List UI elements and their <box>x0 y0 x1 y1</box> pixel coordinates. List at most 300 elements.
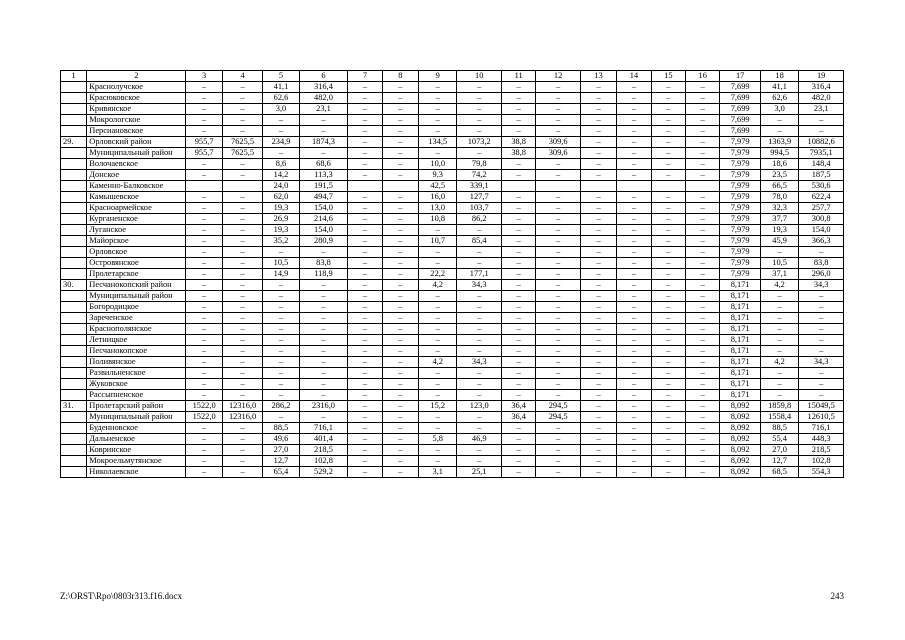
value-cell: – <box>651 346 685 357</box>
value-cell: – <box>222 423 262 434</box>
value-cell: – <box>186 434 222 445</box>
value-cell: – <box>186 335 222 346</box>
value-cell: – <box>799 247 844 258</box>
value-cell: – <box>419 390 457 401</box>
value-cell: – <box>686 291 720 302</box>
value-cell: – <box>536 236 581 247</box>
value-cell: – <box>263 148 299 159</box>
value-cell: – <box>501 445 535 456</box>
value-cell: 9,3 <box>419 170 457 181</box>
column-header: 2 <box>87 71 186 82</box>
value-cell: – <box>580 467 616 478</box>
value-cell: – <box>457 335 502 346</box>
value-cell: – <box>457 379 502 390</box>
value-cell: – <box>299 412 348 423</box>
value-cell: – <box>651 236 685 247</box>
value-cell: – <box>580 324 616 335</box>
table-row <box>61 291 844 302</box>
value-cell <box>617 181 651 192</box>
value-cell: – <box>419 291 457 302</box>
value-cell: 113,3 <box>299 170 348 181</box>
value-cell: 530,6 <box>799 181 844 192</box>
value-cell: 32,3 <box>760 203 798 214</box>
value-cell: 1522,0 <box>186 412 222 423</box>
table-row <box>61 159 844 170</box>
value-cell: – <box>348 456 382 467</box>
value-cell: – <box>580 126 616 137</box>
value-cell: – <box>580 82 616 93</box>
value-cell: 7935,1 <box>799 148 844 159</box>
value-cell: 118,9 <box>299 269 348 280</box>
value-cell: 8,171 <box>720 291 760 302</box>
value-cell: – <box>263 346 299 357</box>
value-cell: – <box>686 126 720 137</box>
row-name-cell: Орловское <box>87 247 186 258</box>
value-cell: – <box>299 115 348 126</box>
value-cell: – <box>382 126 418 137</box>
value-cell: 68,6 <box>299 159 348 170</box>
value-cell: – <box>419 115 457 126</box>
value-cell: 7,979 <box>720 269 760 280</box>
value-cell: 23,1 <box>799 104 844 115</box>
value-cell: – <box>501 390 535 401</box>
value-cell: – <box>686 423 720 434</box>
value-cell: 5,8 <box>419 434 457 445</box>
value-cell: – <box>186 390 222 401</box>
value-cell: – <box>263 335 299 346</box>
value-cell: 36,4 <box>501 412 535 423</box>
table-row <box>61 93 844 104</box>
table-body <box>61 82 844 478</box>
row-index-cell <box>61 82 87 93</box>
value-cell: – <box>651 368 685 379</box>
value-cell: – <box>382 104 418 115</box>
value-cell: – <box>348 313 382 324</box>
value-cell: – <box>617 214 651 225</box>
value-cell: 8,092 <box>720 467 760 478</box>
value-cell: – <box>651 280 685 291</box>
value-cell: – <box>651 104 685 115</box>
value-cell: – <box>536 82 581 93</box>
row-index-cell <box>61 390 87 401</box>
value-cell: – <box>580 203 616 214</box>
value-cell: – <box>222 236 262 247</box>
value-cell: – <box>382 401 418 412</box>
value-cell: 4,2 <box>760 357 798 368</box>
row-index-cell <box>61 159 87 170</box>
value-cell: – <box>536 390 581 401</box>
value-cell: – <box>686 258 720 269</box>
row-name-cell: Красноармейское <box>87 203 186 214</box>
table-row <box>61 247 844 258</box>
value-cell: – <box>299 126 348 137</box>
row-index-cell <box>61 379 87 390</box>
value-cell: – <box>419 445 457 456</box>
value-cell: 3,1 <box>419 467 457 478</box>
row-name-cell: Орловский район <box>87 137 186 148</box>
row-name-cell: Мокроельмутянское <box>87 456 186 467</box>
value-cell: – <box>382 467 418 478</box>
value-cell: – <box>501 104 535 115</box>
value-cell <box>686 181 720 192</box>
value-cell: – <box>186 159 222 170</box>
value-cell: – <box>299 148 348 159</box>
value-cell: 12,7 <box>263 456 299 467</box>
value-cell: 34,3 <box>799 280 844 291</box>
row-name-cell: Персиановское <box>87 126 186 137</box>
value-cell: – <box>348 203 382 214</box>
value-cell: 8,171 <box>720 357 760 368</box>
value-cell: 7,979 <box>720 258 760 269</box>
value-cell: 45,9 <box>760 236 798 247</box>
value-cell: – <box>501 82 535 93</box>
row-name-cell: Муниципальный район <box>87 291 186 302</box>
value-cell: – <box>419 368 457 379</box>
row-index-cell <box>61 181 87 192</box>
value-cell: – <box>299 313 348 324</box>
value-cell <box>222 181 262 192</box>
value-cell: – <box>263 368 299 379</box>
value-cell: 234,9 <box>263 137 299 148</box>
value-cell: – <box>222 324 262 335</box>
value-cell: – <box>419 346 457 357</box>
row-index-cell <box>61 412 87 423</box>
value-cell: – <box>382 280 418 291</box>
row-name-cell: Развильненское <box>87 368 186 379</box>
row-name-cell: Буденновское <box>87 423 186 434</box>
value-cell: – <box>617 456 651 467</box>
value-cell: – <box>222 126 262 137</box>
value-cell: 16,0 <box>419 192 457 203</box>
column-header: 1 <box>61 71 87 82</box>
value-cell: – <box>222 313 262 324</box>
row-name-cell: Богородицкое <box>87 302 186 313</box>
row-index-cell <box>61 126 87 137</box>
value-cell: – <box>686 247 720 258</box>
value-cell: – <box>760 291 798 302</box>
value-cell: 79,8 <box>457 159 502 170</box>
value-cell: – <box>651 335 685 346</box>
value-cell: – <box>382 390 418 401</box>
value-cell: – <box>222 258 262 269</box>
value-cell: 4,2 <box>760 280 798 291</box>
value-cell: – <box>348 412 382 423</box>
value-cell: – <box>536 456 581 467</box>
value-cell: – <box>580 335 616 346</box>
value-cell: 296,0 <box>799 269 844 280</box>
value-cell: 7,699 <box>720 82 760 93</box>
value-cell: – <box>348 126 382 137</box>
value-cell: 1522,0 <box>186 401 222 412</box>
value-cell: 41,1 <box>263 82 299 93</box>
column-header: 9 <box>419 71 457 82</box>
value-cell: 1558,4 <box>760 412 798 423</box>
value-cell: – <box>299 335 348 346</box>
value-cell: – <box>501 335 535 346</box>
value-cell: 8,092 <box>720 423 760 434</box>
value-cell: – <box>799 302 844 313</box>
column-header: 5 <box>263 71 299 82</box>
value-cell: – <box>348 280 382 291</box>
value-cell: – <box>686 137 720 148</box>
value-cell: 339,1 <box>457 181 502 192</box>
row-name-cell: Муниципальный район <box>87 148 186 159</box>
value-cell: – <box>382 269 418 280</box>
value-cell: – <box>348 214 382 225</box>
value-cell: – <box>536 302 581 313</box>
row-index-cell <box>61 236 87 247</box>
value-cell: – <box>419 258 457 269</box>
value-cell: – <box>580 269 616 280</box>
row-index-cell: 29. <box>61 137 87 148</box>
value-cell: – <box>222 467 262 478</box>
value-cell <box>580 181 616 192</box>
value-cell: – <box>457 82 502 93</box>
table-row <box>61 357 844 368</box>
value-cell: – <box>580 214 616 225</box>
value-cell: – <box>580 434 616 445</box>
value-cell: – <box>263 357 299 368</box>
table-row <box>61 390 844 401</box>
document-page <box>60 70 844 478</box>
value-cell: – <box>580 313 616 324</box>
value-cell: – <box>536 247 581 258</box>
value-cell: 19,3 <box>263 225 299 236</box>
value-cell: – <box>580 456 616 467</box>
value-cell: 257,7 <box>799 203 844 214</box>
value-cell: 482,0 <box>799 93 844 104</box>
value-cell: – <box>348 137 382 148</box>
value-cell: – <box>348 148 382 159</box>
table-row <box>61 170 844 181</box>
row-index-cell <box>61 214 87 225</box>
value-cell: 529,2 <box>299 467 348 478</box>
value-cell: – <box>686 313 720 324</box>
value-cell: 309,6 <box>536 137 581 148</box>
value-cell: – <box>501 379 535 390</box>
value-cell: – <box>617 115 651 126</box>
value-cell: – <box>799 126 844 137</box>
row-index-cell <box>61 269 87 280</box>
value-cell: – <box>222 291 262 302</box>
value-cell: – <box>186 225 222 236</box>
value-cell: – <box>536 467 581 478</box>
value-cell: – <box>536 203 581 214</box>
value-cell: – <box>651 379 685 390</box>
value-cell: – <box>651 467 685 478</box>
value-cell: – <box>536 170 581 181</box>
row-name-cell: Жуковское <box>87 379 186 390</box>
value-cell: 103,7 <box>457 203 502 214</box>
value-cell: – <box>651 412 685 423</box>
value-cell: – <box>760 368 798 379</box>
table-row <box>61 313 844 324</box>
value-cell: – <box>651 324 685 335</box>
row-index-cell <box>61 104 87 115</box>
row-index-cell <box>61 368 87 379</box>
value-cell: – <box>536 313 581 324</box>
value-cell: – <box>222 357 262 368</box>
value-cell: – <box>580 104 616 115</box>
value-cell: 36,4 <box>501 401 535 412</box>
value-cell: – <box>419 412 457 423</box>
table-row <box>61 214 844 225</box>
row-index-cell <box>61 225 87 236</box>
value-cell: – <box>686 93 720 104</box>
value-cell: – <box>348 258 382 269</box>
value-cell: 41,1 <box>760 82 798 93</box>
value-cell: – <box>617 93 651 104</box>
value-cell: – <box>617 313 651 324</box>
value-cell: – <box>382 379 418 390</box>
column-header: 19 <box>799 71 844 82</box>
row-name-cell: Пролетарский район <box>87 401 186 412</box>
value-cell: – <box>651 247 685 258</box>
value-cell: – <box>457 104 502 115</box>
value-cell: – <box>348 357 382 368</box>
value-cell: – <box>348 236 382 247</box>
row-index-cell <box>61 313 87 324</box>
value-cell: – <box>651 445 685 456</box>
value-cell: – <box>348 324 382 335</box>
value-cell: 294,5 <box>536 401 581 412</box>
value-cell: – <box>760 379 798 390</box>
value-cell: – <box>686 412 720 423</box>
value-cell: 4,2 <box>419 280 457 291</box>
value-cell: – <box>186 269 222 280</box>
value-cell: – <box>382 302 418 313</box>
value-cell: – <box>686 346 720 357</box>
value-cell: 955,7 <box>186 137 222 148</box>
value-cell: – <box>580 170 616 181</box>
table-row <box>61 258 844 269</box>
value-cell: – <box>382 203 418 214</box>
value-cell: – <box>580 258 616 269</box>
value-cell: – <box>686 214 720 225</box>
value-cell: – <box>617 104 651 115</box>
value-cell: 88,5 <box>263 423 299 434</box>
value-cell: – <box>348 159 382 170</box>
row-index-cell <box>61 357 87 368</box>
value-cell: – <box>501 269 535 280</box>
value-cell: – <box>760 390 798 401</box>
value-cell: – <box>419 93 457 104</box>
value-cell: – <box>686 269 720 280</box>
value-cell: – <box>382 258 418 269</box>
value-cell: – <box>382 148 418 159</box>
value-cell: – <box>186 357 222 368</box>
value-cell: – <box>580 346 616 357</box>
value-cell: – <box>617 159 651 170</box>
value-cell: – <box>382 93 418 104</box>
value-cell: – <box>457 115 502 126</box>
value-cell: – <box>186 104 222 115</box>
value-cell: 8,171 <box>720 280 760 291</box>
column-header: 6 <box>299 71 348 82</box>
value-cell: – <box>222 247 262 258</box>
table-row <box>61 82 844 93</box>
column-header: 10 <box>457 71 502 82</box>
value-cell: 7,979 <box>720 214 760 225</box>
value-cell: – <box>501 302 535 313</box>
value-cell: 19,3 <box>760 225 798 236</box>
value-cell: – <box>299 324 348 335</box>
value-cell: – <box>536 379 581 390</box>
value-cell: 7,699 <box>720 93 760 104</box>
value-cell: 10,0 <box>419 159 457 170</box>
value-cell: – <box>186 368 222 379</box>
value-cell: – <box>617 247 651 258</box>
column-header: 12 <box>536 71 581 82</box>
table-row <box>61 225 844 236</box>
column-header: 17 <box>720 71 760 82</box>
value-cell: – <box>222 170 262 181</box>
value-cell <box>501 181 535 192</box>
value-cell: – <box>686 456 720 467</box>
value-cell: – <box>536 214 581 225</box>
value-cell: – <box>263 412 299 423</box>
value-cell: – <box>760 115 798 126</box>
value-cell: – <box>186 280 222 291</box>
footer-page-number: 243 <box>830 591 844 601</box>
value-cell: – <box>580 247 616 258</box>
value-cell: – <box>580 280 616 291</box>
value-cell: – <box>536 115 581 126</box>
row-name-cell: Муниципальный район <box>87 412 186 423</box>
value-cell: 46,9 <box>457 434 502 445</box>
table-row <box>61 269 844 280</box>
table-row <box>61 115 844 126</box>
value-cell: 38,8 <box>501 137 535 148</box>
value-cell: – <box>222 225 262 236</box>
value-cell: – <box>457 258 502 269</box>
row-name-cell: Ковринское <box>87 445 186 456</box>
row-index-cell <box>61 192 87 203</box>
value-cell: – <box>348 93 382 104</box>
column-header: 18 <box>760 71 798 82</box>
value-cell: – <box>536 335 581 346</box>
value-cell: – <box>457 412 502 423</box>
value-cell: 8,092 <box>720 412 760 423</box>
value-cell: – <box>348 170 382 181</box>
value-cell: – <box>419 313 457 324</box>
value-cell: 8,171 <box>720 302 760 313</box>
value-cell: – <box>501 203 535 214</box>
value-cell: – <box>617 203 651 214</box>
value-cell: 134,5 <box>419 137 457 148</box>
value-cell: – <box>348 335 382 346</box>
value-cell: – <box>382 214 418 225</box>
value-cell: – <box>186 93 222 104</box>
value-cell: – <box>457 456 502 467</box>
value-cell: – <box>186 82 222 93</box>
table-row <box>61 434 844 445</box>
value-cell: 8,171 <box>720 390 760 401</box>
row-index-cell <box>61 423 87 434</box>
value-cell: – <box>501 126 535 137</box>
value-cell: 8,092 <box>720 456 760 467</box>
value-cell: – <box>382 357 418 368</box>
value-cell: – <box>419 456 457 467</box>
table-row <box>61 445 844 456</box>
value-cell: 148,4 <box>799 159 844 170</box>
value-cell: 7,979 <box>720 181 760 192</box>
value-cell: – <box>186 214 222 225</box>
value-cell: – <box>686 390 720 401</box>
value-cell: – <box>617 170 651 181</box>
column-header: 8 <box>382 71 418 82</box>
value-cell: 8,171 <box>720 346 760 357</box>
